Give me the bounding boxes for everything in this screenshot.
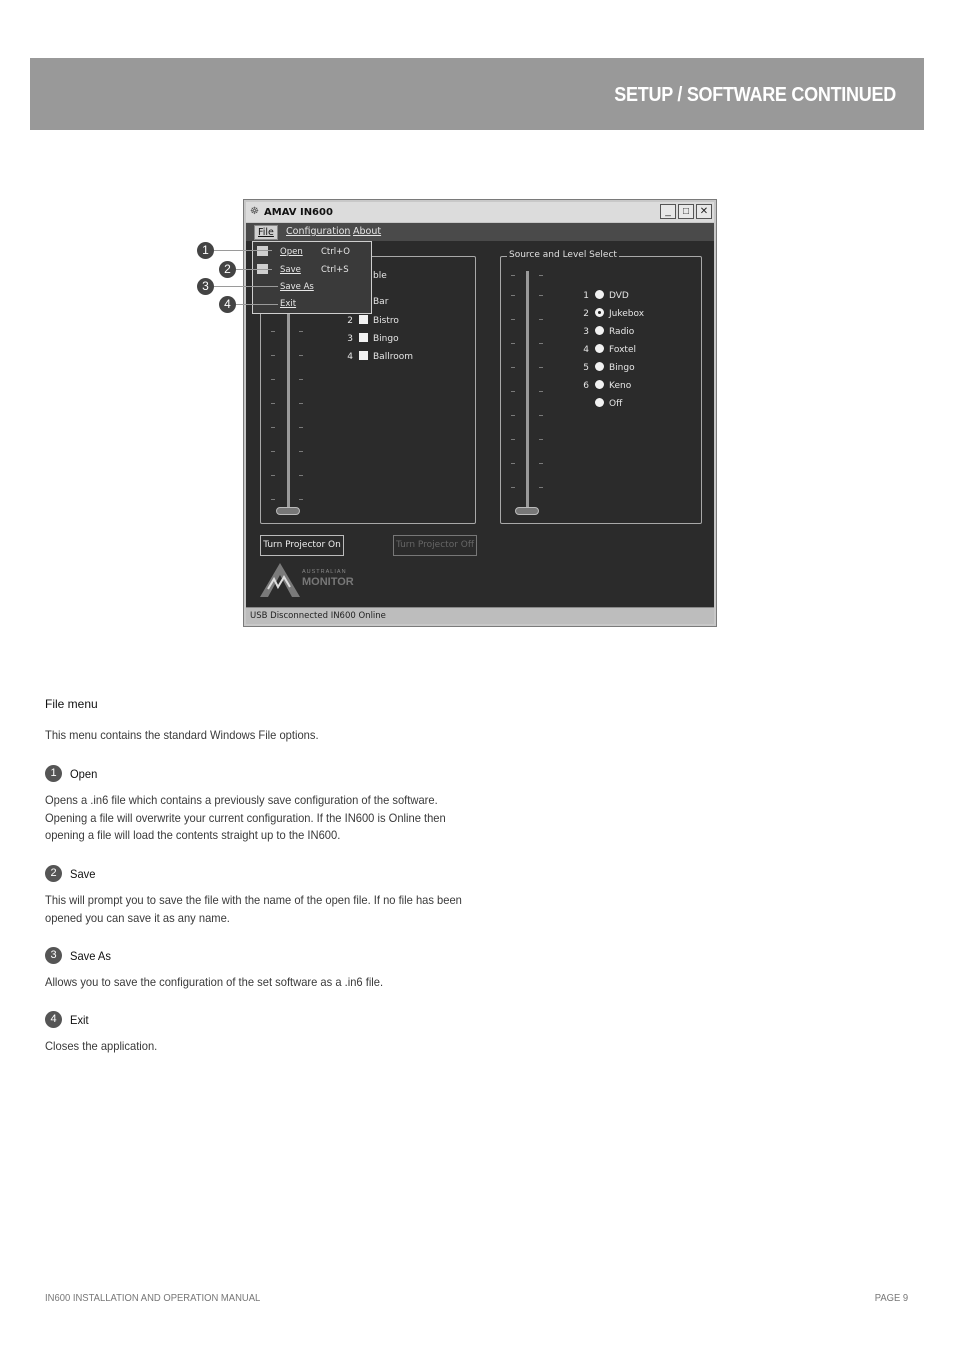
footer-manual-title: IN600 INSTALLATION AND OPERATION MANUAL xyxy=(45,1292,261,1304)
level-slider-track[interactable] xyxy=(526,271,529,507)
title-bar[interactable] xyxy=(246,202,714,222)
callout-leader xyxy=(236,304,278,305)
zone-row[interactable]: 3 Bingo xyxy=(347,334,399,344)
item-number: 4 xyxy=(45,1011,62,1028)
folder-open-icon xyxy=(257,246,268,256)
menu-item-open[interactable]: Open Ctrl+O xyxy=(253,243,371,260)
menu-file[interactable]: File xyxy=(254,225,278,240)
callout-3: 3 xyxy=(197,278,214,295)
page-title: SETUP / SOFTWARE CONTINUED xyxy=(614,84,896,106)
app-icon: ☸ xyxy=(250,206,259,217)
volume-slider-track[interactable] xyxy=(287,297,290,507)
menu-configuration[interactable]: Configuration xyxy=(286,226,351,237)
zone-row[interactable]: 4 Ballroom xyxy=(347,352,413,362)
item-heading-open: 1 Open xyxy=(45,765,99,782)
menu-item-save-as[interactable]: Save As xyxy=(280,282,314,292)
callout-4: 4 xyxy=(219,296,236,313)
source-radio[interactable] xyxy=(595,290,604,299)
source-radio[interactable] xyxy=(595,326,604,335)
logo-mark-icon xyxy=(258,559,302,599)
callout-leader xyxy=(214,250,272,251)
logo-text-line2: MONITOR xyxy=(302,576,354,588)
source-row[interactable]: 3 Radio xyxy=(583,327,635,337)
window-title: AMAV IN600 xyxy=(264,207,333,218)
source-radio-selected[interactable] xyxy=(595,308,604,317)
item-paragraph-save-as: Allows you to save the configuration of the set software as a .in6 file. xyxy=(45,975,384,989)
zone-row[interactable] xyxy=(373,297,388,307)
item-number: 3 xyxy=(45,947,62,964)
menu-bar xyxy=(246,223,714,241)
header-band xyxy=(30,58,924,130)
item-number: 2 xyxy=(45,865,62,882)
item-paragraph-save: This will prompt you to save the file with the name of the open file. If no file has been opened you can save it as any name. xyxy=(45,893,462,925)
callout-1: 1 xyxy=(197,242,214,259)
level-slider-thumb[interactable] xyxy=(515,507,539,515)
source-row[interactable]: 6 Keno xyxy=(583,381,632,391)
zone-checkbox[interactable] xyxy=(359,315,368,324)
source-row[interactable]: 4 Foxtel xyxy=(583,345,636,355)
zone-label-partial: ble xyxy=(373,271,387,281)
projector-off-button[interactable]: Turn Projector Off xyxy=(393,535,477,556)
logo-text-line1: AUSTRALIAN xyxy=(302,569,347,575)
minimize-button[interactable]: _ xyxy=(660,204,676,219)
source-radio[interactable] xyxy=(595,380,604,389)
group-title: Source and Level Select xyxy=(509,250,617,260)
maximize-button[interactable]: □ xyxy=(678,204,694,219)
projector-on-button[interactable]: Turn Projector On xyxy=(260,535,344,556)
callout-2: 2 xyxy=(219,261,236,278)
australian-monitor-logo xyxy=(258,559,378,599)
source-row[interactable]: Off xyxy=(577,398,622,409)
callout-leader xyxy=(214,286,278,287)
intro-paragraph: This menu contains the standard Windows File options. xyxy=(45,728,319,742)
item-paragraph-exit: Closes the application. xyxy=(45,1039,158,1053)
status-text: USB Disconnected IN600 Online xyxy=(250,611,386,621)
status-bar xyxy=(246,607,714,624)
app-window xyxy=(243,199,717,627)
footer-page-number: PAGE 9 xyxy=(874,1292,908,1304)
source-row[interactable]: 1 DVD xyxy=(583,291,629,301)
source-level-group xyxy=(500,250,702,524)
source-row[interactable]: 5 Bingo xyxy=(583,363,635,373)
close-button[interactable]: ✕ xyxy=(696,204,712,219)
zone-name: Bar xyxy=(373,297,389,307)
item-heading-exit: 4 Exit xyxy=(45,1011,90,1028)
menu-about[interactable]: About xyxy=(353,226,382,237)
menu-item-save[interactable]: Save Ctrl+S xyxy=(253,261,371,278)
item-heading-save: 2 Save xyxy=(45,865,97,882)
item-paragraph-open: Opens a .in6 file which contains a previously save configuration of the software. Opening a file will overwrite your current configuration. If the IN600 is Online then opening a file will load the contents straight up to the IN600. xyxy=(45,793,446,842)
source-radio[interactable] xyxy=(595,344,604,353)
item-heading-save-as: 3 Save As xyxy=(45,947,114,964)
zone-checkbox[interactable] xyxy=(359,333,368,342)
zone-checkbox[interactable] xyxy=(359,351,368,360)
zone-row[interactable]: 2 Bistro xyxy=(347,316,399,326)
callout-leader xyxy=(236,269,272,270)
volume-slider-thumb[interactable] xyxy=(276,507,300,515)
source-radio[interactable] xyxy=(595,398,604,407)
source-row[interactable]: 2 Jukebox xyxy=(583,309,645,319)
section-title: File menu xyxy=(45,697,98,711)
item-number: 1 xyxy=(45,765,62,782)
menu-item-exit[interactable]: Exit xyxy=(280,299,297,309)
source-radio[interactable] xyxy=(595,362,604,371)
